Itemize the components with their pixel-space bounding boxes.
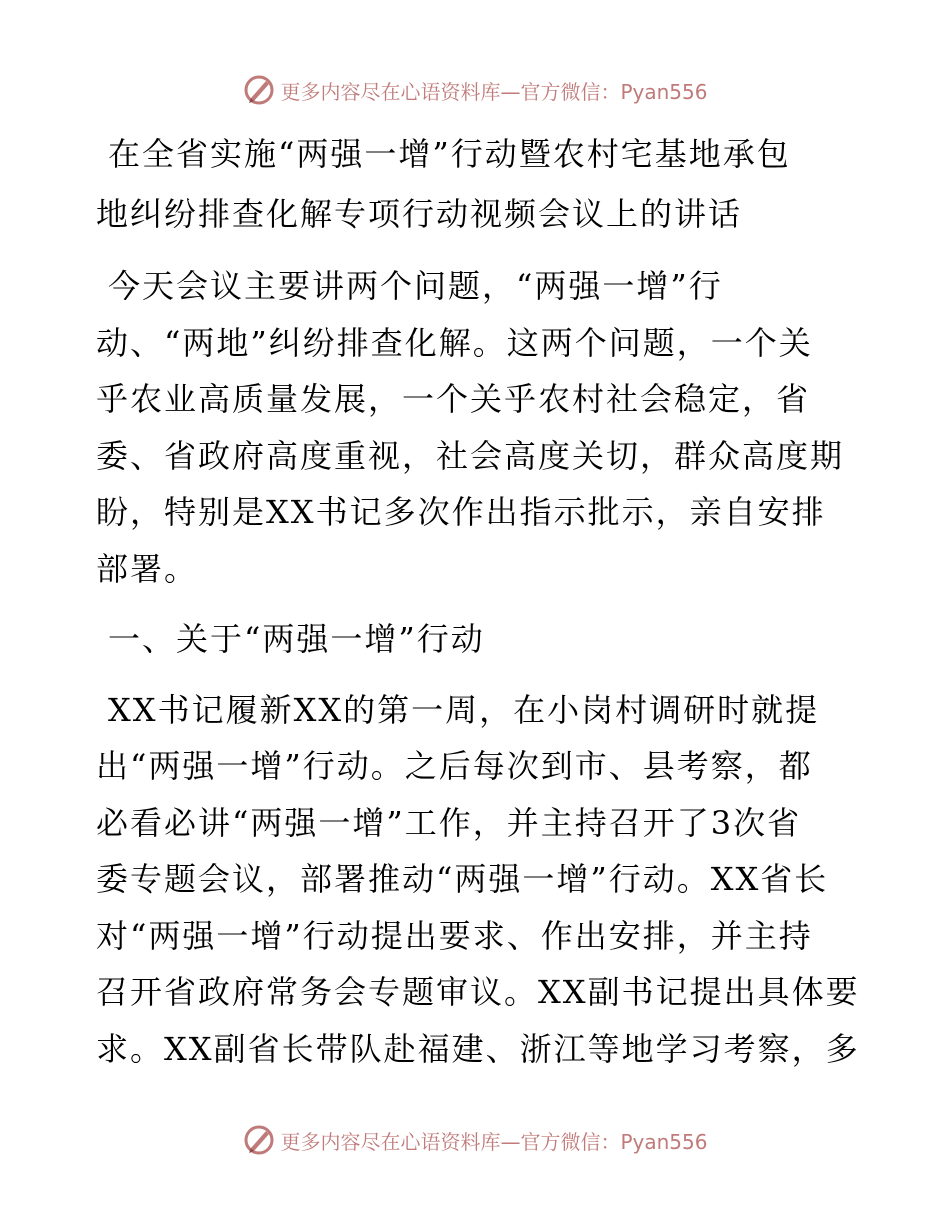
title-line: 地纠纷排查化解专项行动视频会议上的讲话 bbox=[96, 195, 743, 233]
paragraph-line: 必看必讲“两强一增”工作，并主持召开了3次省 bbox=[96, 803, 802, 842]
title-line: 在全省实施“两强一增”行动暨农村宅基地承包 bbox=[108, 135, 791, 173]
pen-logo-icon bbox=[242, 73, 276, 107]
paragraph-line: 求。XX副省长带队赴福建、浙江等地学习考察，多 bbox=[96, 1029, 860, 1068]
paragraph-line: 委、省政府高度重视，社会高度关切，群众高度期 bbox=[96, 436, 845, 475]
section-paragraph bbox=[96, 682, 866, 1078]
watermark-banner-top bbox=[0, 70, 950, 110]
paragraph-line: 委专题会议，部署推动“两强一增”行动。XX省长 bbox=[96, 860, 829, 898]
paragraph-line: 盼，特别是XX书记多次作出指示批示，亲自安排 bbox=[96, 493, 826, 531]
paragraph-line: 出“两强一增”行动。之后每次到市、县考察，都 bbox=[96, 747, 813, 785]
paragraph-line: 动、“两地”纠纷排查化解。这两个问题，一个关 bbox=[96, 323, 813, 362]
watermark-text: 更多内容尽在心语资料库—官方微信：Pyan556 bbox=[280, 1129, 708, 1154]
paragraph-line: XX书记履新XX的第一周，在小岗村调研时就提 bbox=[108, 690, 820, 729]
paragraph-line: 今天会议主要讲两个问题，“两强一增”行 bbox=[108, 267, 723, 305]
watermark-banner-bottom bbox=[0, 1120, 950, 1160]
intro-paragraph bbox=[96, 258, 866, 597]
pen-logo-icon bbox=[242, 1123, 276, 1157]
document-body bbox=[96, 120, 866, 1077]
paragraph-line: 部署。 bbox=[96, 549, 199, 588]
paragraph-line: 召开省政府常务会专题审议。XX副书记提出具体要 bbox=[96, 973, 860, 1011]
watermark-text: 更多内容尽在心语资料库—官方微信：Pyan556 bbox=[280, 79, 708, 104]
paragraph-line: 对“两强一增”行动提出要求、作出安排，并主持 bbox=[96, 916, 813, 955]
document-title bbox=[96, 128, 866, 240]
section-heading: 一、关于“两强一增”行动 bbox=[108, 620, 485, 658]
paragraph-line: 乎农业高质量发展，一个关乎农村社会稳定，省 bbox=[96, 380, 811, 418]
